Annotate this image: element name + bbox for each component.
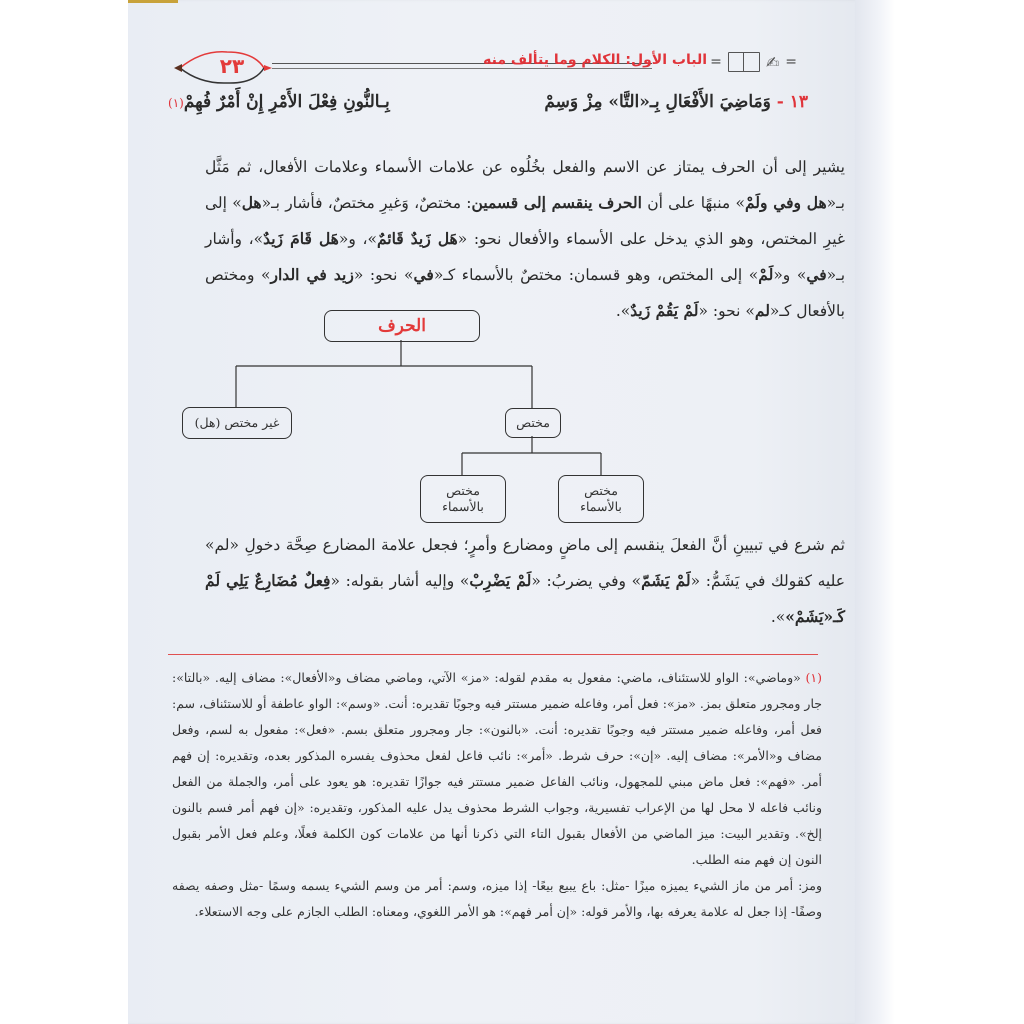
footnote-1 [172, 665, 822, 873]
diagram-node-line: بالأسماء [580, 499, 622, 514]
body-text: يشير إلى أن الحرف يمتاز عن الاسم والفعل بخُلُوه عن علامات الأسماء وعلامات الأفعال، ثم مَثَّل بـ« [205, 158, 845, 212]
verse-hemistich-2-text: بِـالنُّونِ فِعْلَ الأَمْرِ إِنْ أَمْرٌ فُهِمْ [183, 92, 390, 112]
diagram-node-specific: مختص [505, 408, 561, 438]
emphasis-text: لَمْ يَشَمّ [641, 571, 691, 590]
pen-icon: ✍ [765, 52, 780, 72]
page-edge [855, 0, 895, 1024]
emphasis-text: هَل زَيدٌ قَائمٌ [376, 229, 458, 248]
body-text: » وفي يضربُ: « [531, 572, 642, 590]
diagram-node-child [420, 475, 506, 523]
emphasis-text: لَمْ [758, 265, 774, 284]
page-number: ٢٣ [219, 54, 245, 78]
diagram-node-child [558, 475, 644, 523]
footnote-text: «وماضي»: الواو للاستئناف، ماضي: مفعول به مقدم لقوله: «مز» الآتي، وماضي مضاف و«الأفعال»: مضاف إليه. «بالتا»: جار ومجرور متعلق بمز. «مز»: فعل أمر، وفاعله ضمير مستتر فيه وجوبًا تقديره: أنت. «وسم»: الواو عاطفة أو للاستئناف، سم: فعل أمر، وفاعله ضمير مستتر فيه وجوبًا تقديره: أنت. «بالنون»: جار ومجرور متعلق بسم. «فعل»: مفعول به لسم، وفعل مضاف و«الأمر»: مضاف إليه. «إن»: حرف شرط. «أمر»: نائب فاعل لفعل محذوف يفسره المذكور بعده، وتقديره: إن فهم أمر. «فهم»: فعل ماض مبني للمجهول، ونائب الفاعل ضمير مستتر فيه جوازًا تقديره: هو يعود على أمر، والجملة من الفعل ونائب فاعله لا محل لها من الإعراب تفسيرية، وجواب الشرط محذوف يدل عليه المذكور، وتقديره: «إن فهم أمر فسم بالنون إلخ». وتقدير البيت: ميز الماضي من الأفعال بقبول التاء التي ذكرنا أنها من علامات كون الكلمة فعلًا، وعلم فعل الأمر بقبول النون إن فهم منه الطلب. [172, 670, 822, 867]
diagram-node-non-specific: غير مختص (هل) [182, 407, 292, 439]
body-text: » نحو: « [698, 302, 755, 320]
body-text: ». [615, 302, 631, 320]
emphasis-text: هل وفي ولَمْ [744, 193, 827, 212]
body-text: » ومختص بالأفعال كـ« [205, 266, 845, 320]
separator: = [785, 54, 797, 70]
body-text: » و« [773, 266, 807, 284]
emphasis-text: هَل قَامَ زَيدٌ [263, 229, 339, 248]
verse-number: ١٣ - [776, 92, 808, 112]
emphasis-text: زيد في الدار [270, 265, 354, 284]
chapter-title: الباب الأول: الكلام وما يتألف منه [483, 52, 707, 68]
body-text: ثم شرع في تبيينِ أنَّ الفعلَ ينقسم إلى ماضٍ ومضارع وأمرٍ؛ فجعل علامة المضارع صِحَّة دخولِ «لم» عليه كقولك في يَشَمُّ: « [205, 536, 845, 590]
footnote-ref: (١) [168, 96, 184, 110]
footnote-1-continued [172, 873, 822, 925]
body-text: ». [770, 608, 786, 626]
paragraph-2 [205, 528, 845, 635]
diagram-node-line: مختص [584, 483, 618, 498]
emphasis-text: لَمْ يَضْرِبْ [469, 571, 532, 590]
emphasis-text: لم [754, 301, 770, 320]
verse-line [168, 92, 808, 112]
body-text: » نحو: « [353, 266, 414, 284]
diagram-node-line: مختص [446, 483, 480, 498]
footnotes [172, 665, 822, 925]
body-text: »، و« [338, 230, 377, 248]
emphasis-text: فِعلٌ مُضَارِعٌ يَلِي لَمْ كَـ«يَشَمْ» [205, 571, 845, 626]
body-text: » إلى غيرِ المختص، وهو الذي يدخل على الأسماء والأفعال نحو: « [205, 194, 845, 248]
header-icons [710, 52, 797, 72]
emphasis-text: في [413, 265, 434, 284]
footnote-text: ومز: أمر من ماز الشيء يميزه ميزًا -مثل: باع يبيع بيعًا- إذا ميزه، وسم: أمر من وسم الشيء يسمه وسمًا -مثل وصفه يصفه وصفًا- إذا جعل له علامة يعرفه بها، والأمر قوله: «إن أمر فهم»: هو الأمر اللغوي، ومعناه: الطلب الجازم على وجه الاستعلاء. [172, 878, 822, 919]
harf-diagram [170, 300, 630, 530]
separator: = [710, 54, 722, 70]
emphasis-text: في [806, 265, 827, 284]
footnote-number: (١) [805, 670, 822, 685]
page-header [172, 48, 797, 88]
diagram-node-root: الحرف [324, 310, 480, 342]
verse-hemistich-2 [168, 92, 390, 112]
body-text: : مختصٌ، وَغيرِ مختصٌ، فأشار بـ« [261, 194, 472, 212]
footnote-divider [168, 654, 818, 655]
body-text: » إلى المختص، وهو قسمان: مختصٌ بالأسماء كـ« [433, 266, 759, 284]
emphasis-text: هل [241, 193, 262, 212]
emphasis-text: لَمْ يَقُمْ زَيدٌ [630, 301, 699, 320]
book-icon [728, 52, 760, 72]
emphasis-text: الحرف ينقسم إلى قسمين [471, 193, 642, 212]
top-strip [128, 0, 178, 3]
body-text: » وإليه أشار بقوله: « [330, 572, 470, 590]
diagram-node-line: بالأسماء [442, 499, 484, 514]
body-text: »، وأشار بـ« [205, 230, 846, 284]
body-text: » منبهًا على أن [641, 194, 745, 212]
verse-hemistich-1: وَمَاضِيَ الأَفْعَالِ بِـ«التَّا» مِزْ وَسِمْ [544, 92, 771, 112]
